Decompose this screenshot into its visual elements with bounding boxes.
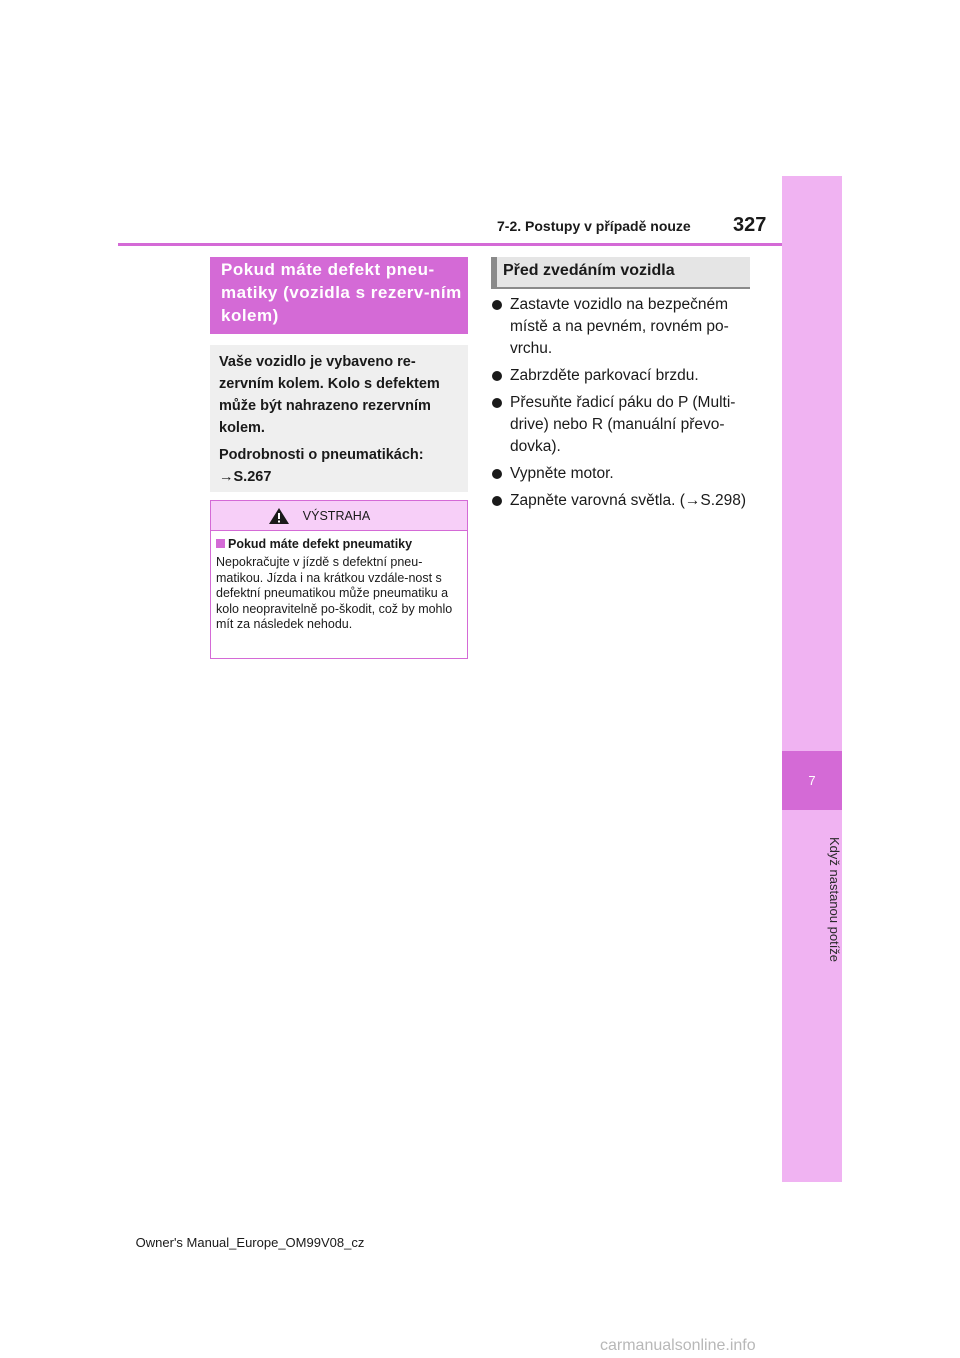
list-item — [491, 294, 756, 360]
list-item — [491, 490, 756, 512]
right-section-heading: Před zvedáním vozidla — [491, 257, 750, 289]
warning-header — [211, 501, 467, 531]
bullet-dot-icon — [492, 469, 502, 479]
intro-paragraph: Vaše vozidlo je vybaveno re-zervním kolem. Kolo s defektem může být nahrazeno rezervním kolem. — [219, 354, 440, 436]
list-item-text: Zastavte vozidlo na bezpečném místě a na pevném, rovném po-vrchu. — [510, 296, 729, 357]
footer-manual-id: Owner's Manual_Europe_OM99V08_cz — [135, 1235, 365, 1250]
intro-box — [210, 345, 468, 492]
bullet-dot-icon — [492, 371, 502, 381]
details-label: Podrobnosti o pneumatikách: — [219, 447, 424, 463]
warning-title: VÝSTRAHA — [302, 508, 371, 523]
left-section-heading: Pokud máte defekt pneu-matiky (vozidla s rezerv-ním kolem) — [210, 257, 468, 334]
square-bullet-icon — [216, 539, 225, 548]
bullet-dot-icon — [492, 496, 502, 506]
warning-subtitle: Pokud máte defekt pneumatiky — [228, 537, 413, 551]
details-ref[interactable]: →S.267 — [219, 469, 272, 485]
section-title: 7-2. Postupy v případě nouze — [497, 218, 691, 234]
list-item-text: Zapněte varovná světla. (→S.298) — [510, 492, 747, 509]
bullet-list — [491, 294, 756, 517]
list-item — [491, 365, 756, 387]
page-number: 327 — [733, 214, 767, 236]
bullet-dot-icon — [492, 300, 502, 310]
warning-box — [210, 500, 468, 659]
bullet-dot-icon — [492, 398, 502, 408]
chapter-tab[interactable]: 7 — [782, 751, 842, 810]
chapter-label: Když nastanou potíže — [827, 837, 842, 963]
warning-body: Nepokračujte v jízdě s defektní pneu-matikou. Jízda i na krátkou vzdále-nost s defektní pneumatikou může pneumatiku a kolo neopravitelně po-škodit, což by mohlo mít za následek nehodu. — [216, 555, 453, 631]
header-rule — [118, 243, 782, 246]
side-strip — [782, 176, 842, 1182]
list-item — [491, 463, 756, 485]
warning-triangle-icon — [268, 507, 290, 525]
watermark: carmanualsonline.info — [600, 1337, 756, 1354]
list-item — [491, 392, 756, 458]
list-item-text: Vypněte motor. — [510, 465, 614, 482]
warning-subtitle-row — [216, 537, 467, 551]
list-item-text: Zabrzděte parkovací brzdu. — [510, 367, 699, 384]
list-item-text: Přesuňte řadicí páku do P (Multi-drive) nebo R (manuální převo-dovka). — [510, 394, 736, 455]
